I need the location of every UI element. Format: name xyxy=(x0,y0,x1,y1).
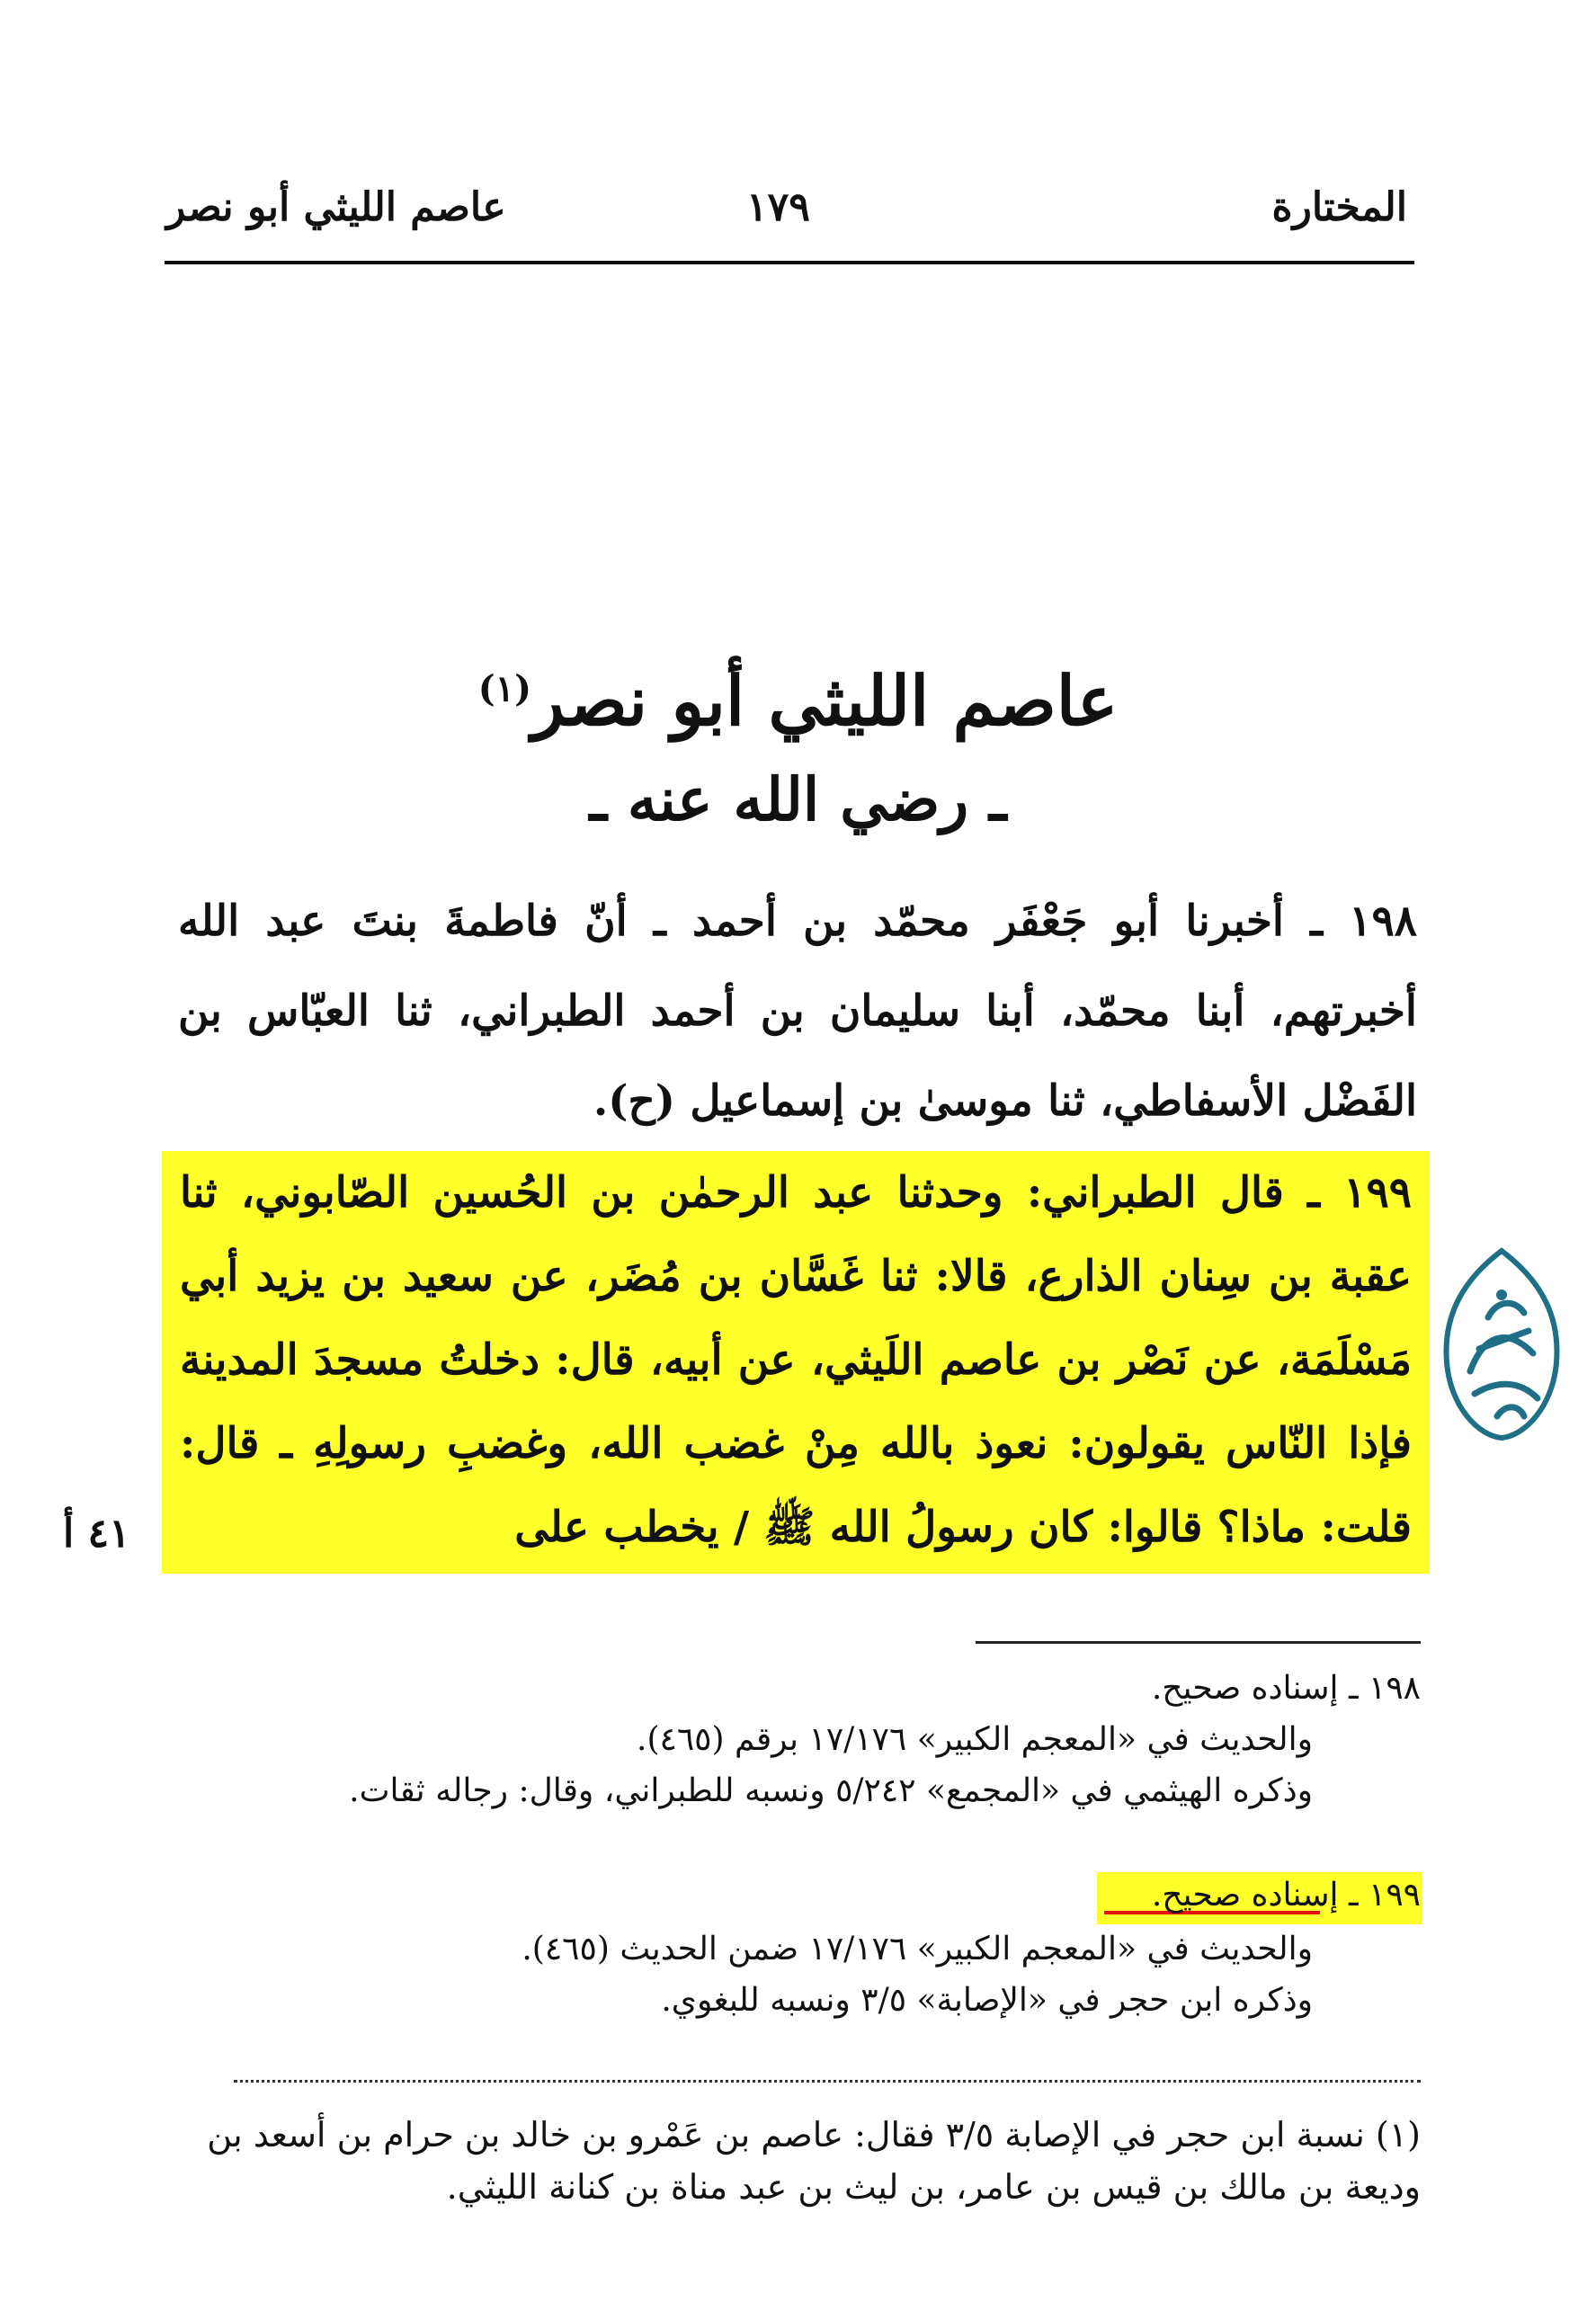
title-footnote-mark: (١) xyxy=(477,667,532,710)
chapter-title-text: عاصم الليثي أبو نصر xyxy=(531,661,1119,741)
footnote-line: ١٩٨ ـ إسناده صحيح. xyxy=(1151,1670,1421,1707)
footnote-line: والحديث في «المعجم الكبير» ١٧/١٧٦ ضمن الحديث (٤٦٥). xyxy=(522,1931,1313,1967)
page-number: ١٧٩ xyxy=(746,184,810,230)
hadith-198 xyxy=(178,877,1417,1147)
hadith-number: ١٩٨ xyxy=(1349,897,1417,946)
note-marker: (١) xyxy=(1375,2115,1421,2155)
footnote-line: ١٩٩ ـ إسناده صحيح. xyxy=(1151,1877,1421,1914)
book-title-header: المختارة xyxy=(1271,184,1407,230)
footnote-line: وذكره الهيثمي في «المجمع» ٥/٢٤٢ ونسبه للطبراني، وقال: رجاله ثقات. xyxy=(349,1772,1313,1809)
manuscript-folio-ref: ٤١ أ xyxy=(63,1511,130,1557)
chapter-title xyxy=(0,661,1596,741)
chapter-subtitle: ـ رضي الله عنه ـ xyxy=(589,764,1007,834)
hadith-text: ـ قال الطبراني: وحدثنا عبد الرحمٰن بن الحُسين الصّابوني، ثنا عقبة بن سِنان الذارع، قالا: ثنا غَسَّان بن مُضَر، عن سعيد بن يزيد أبي مَسْلَمَة، عن نَصْر بن عاصم اللَيثي، عن أبيه، قال: دخلتُ مسجدَ المدينة فإذا النّاس يقولون: نعوذ بالله مِنْ غضب الله، وغضبِ رسولِهِ ـ قال: قلت: ماذا؟ قالوا: كان رسولُ الله ﷺ / يخطب على xyxy=(180,1168,1412,1552)
title-note xyxy=(171,2109,1421,2213)
hadith-199 xyxy=(180,1151,1412,1569)
note-text: نسبة ابن حجر في الإصابة ٣/٥ فقال: عاصم بن عَمْرو بن خالد بن حرام بن أسعد بن وديعة بن مالك بن قيس بن عامر، بن ليث بن عبد مناة بن كنانة الليثي. xyxy=(207,2115,1421,2207)
hadith-text: ـ أخبرنا أبو جَعْفَر محمّد بن أحمد ـ أنّ فاطمةَ بنتَ عبد الله أخبرتهم، أبنا محمّد، أبنا سليمان بن أحمد الطبراني، ثنا العبّاس بن الفَضْل الأسفاطي، ثنا موسىٰ بن إسماعيل (ح). xyxy=(178,897,1417,1126)
section-title-header: عاصم الليثي أبو نصر xyxy=(166,184,506,230)
hadith-number: ١٩٩ xyxy=(1343,1168,1412,1218)
dotted-rule xyxy=(234,2080,1421,2083)
header-rule xyxy=(165,261,1414,264)
footnote-rule xyxy=(976,1641,1421,1644)
footnote-line: وذكره ابن حجر في «الإصابة» ٣/٥ ونسبه للبغوي. xyxy=(661,1982,1313,2019)
footnote-line: والحديث في «المعجم الكبير» ١٧/١٧٦ برقم (٤٦٥). xyxy=(637,1721,1313,1758)
calligraphy-seal-icon xyxy=(1434,1245,1569,1443)
